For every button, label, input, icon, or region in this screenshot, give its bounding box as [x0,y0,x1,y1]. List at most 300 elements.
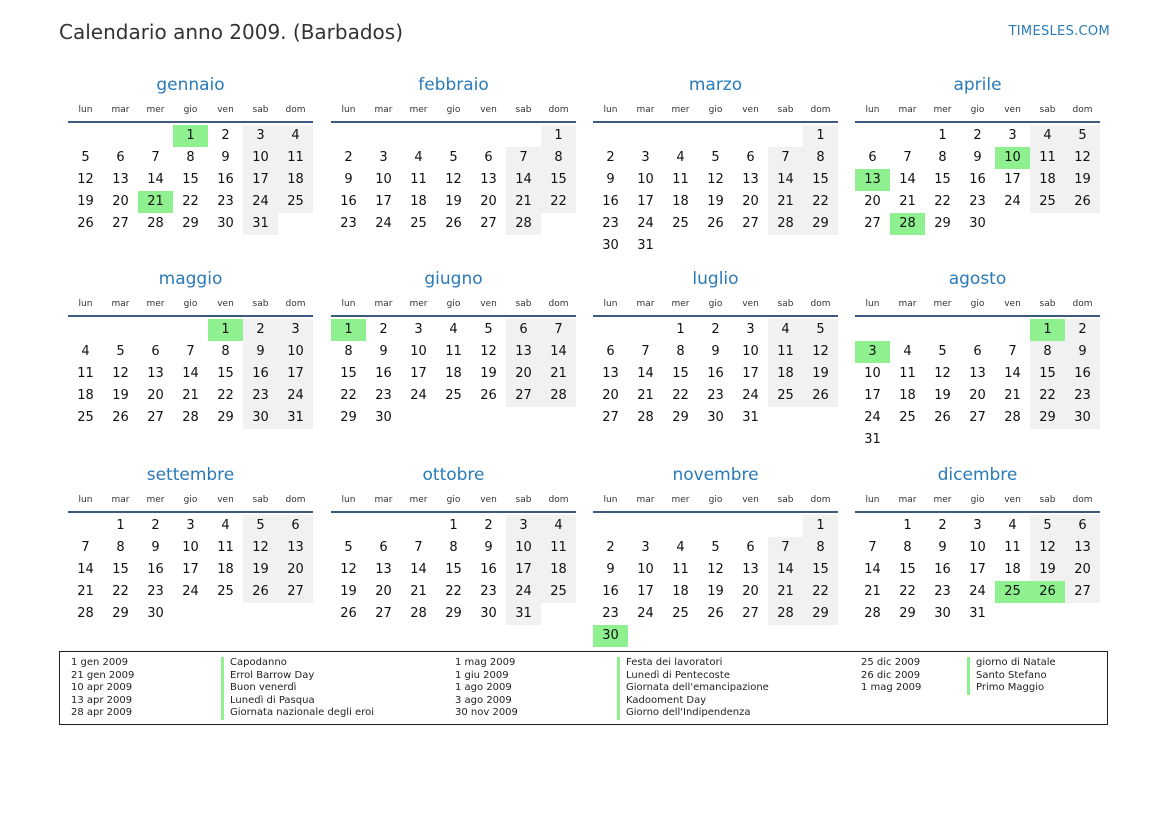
day-cell: 10 [375,172,392,187]
weekday-label: sab [515,105,532,115]
day-cell: 7 [768,147,803,169]
days-grid [331,515,576,625]
day-cell: 14 [410,562,427,577]
weekday-label: ven [742,105,759,115]
day-cell: 13 [506,341,541,363]
day-cell: 9 [484,540,493,555]
weekday-label: lun [603,299,618,309]
weekday-label: mar [636,299,655,309]
legend-holiday-name: Festa dei lavoratori [617,657,769,670]
legend-date: 10 apr 2009 [71,682,133,694]
day-cell: 8 [344,344,353,359]
day-cell: 3 [641,150,650,165]
weekday-header [855,100,1100,120]
day-cell: 20 [864,194,881,209]
day-cell: 15 [899,562,916,577]
holiday-day-cell: 21 [138,191,173,213]
day-cell: 30 [480,606,497,621]
day-cell: 5 [1065,125,1100,147]
weekday-label: mer [409,105,428,115]
day-cell: 21 [506,191,541,213]
day-cell: 17 [506,559,541,581]
weekday-label: ven [1004,105,1021,115]
day-cell: 10 [410,344,427,359]
day-cell: 19 [340,584,357,599]
empty-cell [733,515,768,537]
day-cell: 18 [77,388,94,403]
month-dicembre [855,464,1100,625]
legend-date: 1 mag 2009 [455,657,516,668]
day-cell: 5 [803,319,838,341]
day-cell: 29 [803,213,838,235]
day-cell: 13 [602,366,619,381]
day-cell: 31 [506,603,541,625]
day-cell: 27 [112,216,129,231]
day-cell: 4 [676,150,685,165]
day-cell: 1 [116,518,125,533]
day-cell: 8 [938,150,947,165]
day-cell: 22 [899,584,916,599]
weekday-header [855,294,1100,314]
day-cell: 30 [147,606,164,621]
day-cell: 25 [768,385,803,407]
day-cell: 14 [147,172,164,187]
day-cell: 2 [344,150,353,165]
day-cell: 8 [116,540,125,555]
day-cell: 27 [742,606,759,621]
weekday-label: ven [1004,299,1021,309]
legend-holiday-name: Lunedì di Pentecoste [617,670,769,683]
day-cell: 16 [217,172,234,187]
day-cell: 23 [707,388,724,403]
day-cell: 25 [672,606,689,621]
day-cell: 6 [506,319,541,341]
day-cell: 9 [606,172,615,187]
day-cell: 26 [934,410,951,425]
weekday-label: ven [217,299,234,309]
weekday-label: ven [742,495,759,505]
day-cell: 19 [112,388,129,403]
day-cell: 21 [864,584,881,599]
day-cell: 12 [803,341,838,363]
day-cell: 18 [899,388,916,403]
empty-cell [593,319,628,341]
day-cell: 9 [243,341,278,363]
holiday-day-cell: 1 [1030,319,1065,341]
day-cell: 20 [147,388,164,403]
month-name: luglio [692,269,739,289]
weekday-label: gio [708,299,723,309]
day-cell: 5 [1030,515,1065,537]
weekday-label: dom [1072,299,1093,309]
empty-cell [890,319,925,341]
weekday-label: sab [777,105,794,115]
month-gennaio [68,74,313,235]
weekday-label: sab [1039,495,1056,505]
weekday-label: mer [933,105,952,115]
day-cell: 19 [934,388,951,403]
day-cell: 14 [864,562,881,577]
day-cell: 6 [1065,515,1100,537]
day-cell: 25 [672,216,689,231]
day-cell: 24 [1004,194,1021,209]
day-cell: 14 [1004,366,1021,381]
day-cell: 15 [112,562,129,577]
legend-names-column [967,657,1056,695]
day-cell: 24 [637,606,654,621]
day-cell: 9 [606,562,615,577]
day-cell: 23 [969,194,986,209]
weekday-label: mer [146,105,165,115]
day-cell: 5 [116,344,125,359]
day-cell: 13 [969,366,986,381]
day-cell: 1 [676,322,685,337]
day-cell: 15 [340,366,357,381]
day-cell: 8 [676,344,685,359]
day-cell: 18 [410,194,427,209]
legend-dates-column [861,657,921,695]
day-cell: 2 [973,128,982,143]
day-cell: 2 [379,322,388,337]
day-cell: 3 [506,515,541,537]
legend-date: 1 mag 2009 [861,682,922,694]
day-cell: 18 [768,363,803,385]
day-cell: 21 [1004,388,1021,403]
day-cell: 19 [707,194,724,209]
day-cell: 10 [182,540,199,555]
day-cell: 4 [541,515,576,537]
days-grid [593,125,838,257]
day-cell: 30 [969,216,986,231]
legend-date: 1 gen 2009 [71,657,129,668]
day-cell: 11 [899,366,916,381]
day-cell: 9 [151,540,160,555]
weekday-label: sab [1039,105,1056,115]
empty-cell [331,515,366,537]
day-cell: 23 [602,606,619,621]
day-cell: 10 [278,341,313,363]
day-cell: 18 [672,194,689,209]
day-cell: 20 [602,388,619,403]
day-cell: 15 [803,169,838,191]
day-cell: 11 [445,344,462,359]
day-cell: 24 [182,584,199,599]
day-cell: 23 [602,216,619,231]
day-cell: 1 [541,125,576,147]
day-cell: 20 [375,584,392,599]
day-cell: 30 [243,407,278,429]
legend-holiday-name: Primo Maggio [967,682,1056,695]
day-cell: 19 [707,584,724,599]
day-cell: 22 [217,388,234,403]
day-cell: 9 [1065,341,1100,363]
day-cell: 3 [186,518,195,533]
empty-cell [103,319,138,341]
weekday-label: lun [865,105,880,115]
weekday-label: gio [708,495,723,505]
day-cell: 25 [278,191,313,213]
month-maggio [68,268,313,429]
day-cell: 13 [742,562,759,577]
day-cell: 13 [742,172,759,187]
day-cell: 25 [1030,191,1065,213]
holiday-day-cell: 26 [1030,581,1065,603]
day-cell: 11 [1004,540,1021,555]
header-rule [331,121,576,123]
day-cell: 31 [969,606,986,621]
day-cell: 27 [278,581,313,603]
day-cell: 27 [969,410,986,425]
weekday-label: lun [78,299,93,309]
day-cell: 11 [1030,147,1065,169]
day-cell: 26 [445,216,462,231]
day-cell: 14 [541,341,576,363]
day-cell: 3 [414,322,423,337]
weekday-label: mar [111,105,130,115]
weekday-label: gio [183,105,198,115]
day-cell: 31 [637,238,654,253]
day-cell: 4 [1030,125,1065,147]
weekday-label: mar [111,299,130,309]
weekday-label: gio [970,495,985,505]
day-cell: 3 [641,540,650,555]
header-rule [855,121,1100,123]
days-grid [68,125,313,235]
day-cell: 27 [742,216,759,231]
legend-holiday-name: Lunedì di Pasqua [221,695,374,708]
weekday-label: mer [146,495,165,505]
day-cell: 14 [77,562,94,577]
day-cell: 22 [112,584,129,599]
day-cell: 2 [151,518,160,533]
day-cell: 21 [410,584,427,599]
day-cell: 9 [711,344,720,359]
day-cell: 26 [707,606,724,621]
days-grid [855,125,1100,235]
day-cell: 25 [410,216,427,231]
weekday-label: mar [898,299,917,309]
day-cell: 22 [672,388,689,403]
empty-cell [366,125,401,147]
day-cell: 26 [1065,191,1100,213]
empty-cell [698,125,733,147]
day-cell: 7 [641,344,650,359]
legend-holiday-name: Capodanno [221,657,374,670]
day-cell: 23 [1065,385,1100,407]
weekday-label: gio [970,299,985,309]
day-cell: 16 [707,366,724,381]
day-cell: 8 [449,540,458,555]
empty-cell [471,125,506,147]
day-cell: 14 [899,172,916,187]
site-link[interactable]: TIMESLES.COM [1008,24,1110,39]
day-cell: 25 [77,410,94,425]
month-settembre [68,464,313,625]
day-cell: 9 [938,540,947,555]
day-cell: 31 [864,432,881,447]
day-cell: 23 [934,584,951,599]
day-cell: 19 [1030,559,1065,581]
day-cell: 17 [243,169,278,191]
day-cell: 11 [217,540,234,555]
day-cell: 3 [1008,128,1017,143]
weekday-label: sab [777,495,794,505]
header-rule [331,315,576,317]
day-cell: 12 [480,344,497,359]
day-cell: 21 [637,388,654,403]
empty-cell [628,515,663,537]
day-cell: 16 [602,194,619,209]
day-cell: 9 [344,172,353,187]
day-cell: 26 [480,388,497,403]
day-cell: 28 [410,606,427,621]
day-cell: 7 [414,540,423,555]
day-cell: 5 [449,150,458,165]
day-cell: 23 [480,584,497,599]
header-rule [855,315,1100,317]
day-cell: 16 [480,562,497,577]
day-cell: 5 [938,344,947,359]
empty-cell [68,125,103,147]
day-cell: 15 [182,172,199,187]
weekday-label: lun [865,299,880,309]
empty-cell [663,515,698,537]
day-cell: 21 [182,388,199,403]
weekday-label: sab [1039,299,1056,309]
day-cell: 10 [637,562,654,577]
day-cell: 19 [1065,169,1100,191]
day-cell: 1 [803,515,838,537]
month-name: agosto [948,269,1007,289]
day-cell: 13 [1065,537,1100,559]
day-cell: 6 [606,344,615,359]
day-cell: 12 [243,537,278,559]
day-cell: 6 [151,344,160,359]
empty-cell [173,319,208,341]
weekday-label: gio [970,105,985,115]
day-cell: 20 [742,584,759,599]
day-cell: 8 [803,537,838,559]
day-cell: 10 [864,366,881,381]
empty-cell [593,125,628,147]
empty-cell [68,319,103,341]
day-cell: 7 [81,540,90,555]
day-cell: 12 [1065,147,1100,169]
weekday-label: mar [898,105,917,115]
day-cell: 3 [243,125,278,147]
day-cell: 4 [903,344,912,359]
holiday-day-cell: 3 [855,341,890,363]
month-name: ottobre [422,465,485,485]
day-cell: 15 [803,559,838,581]
weekday-label: sab [252,299,269,309]
day-cell: 4 [676,540,685,555]
day-cell: 16 [1065,363,1100,385]
day-cell: 22 [182,194,199,209]
day-cell: 6 [973,344,982,359]
legend-dates-column [71,657,134,720]
day-cell: 1 [938,128,947,143]
weekday-label: sab [777,299,794,309]
day-cell: 29 [340,410,357,425]
day-cell: 23 [375,388,392,403]
weekday-header [593,100,838,120]
day-cell: 30 [375,410,392,425]
day-cell: 11 [672,562,689,577]
weekday-label: dom [810,105,831,115]
day-cell: 21 [899,194,916,209]
weekday-label: lun [603,105,618,115]
day-cell: 3 [379,150,388,165]
header-rule [331,511,576,513]
day-cell: 18 [1004,562,1021,577]
day-cell: 3 [973,518,982,533]
days-grid [593,515,838,647]
weekday-header [68,100,313,120]
day-cell: 4 [449,322,458,337]
empty-cell [925,319,960,341]
weekday-label: gio [183,299,198,309]
day-cell: 8 [903,540,912,555]
weekday-label: lun [341,105,356,115]
day-cell: 21 [768,191,803,213]
holiday-day-cell: 1 [173,125,208,147]
empty-cell [628,125,663,147]
day-cell: 7 [541,319,576,341]
month-marzo [593,74,838,257]
day-cell: 17 [969,562,986,577]
empty-cell [995,319,1030,341]
day-cell: 16 [969,172,986,187]
day-cell: 16 [602,584,619,599]
day-cell: 1 [449,518,458,533]
day-cell: 31 [742,410,759,425]
empty-cell [401,125,436,147]
day-cell: 26 [707,216,724,231]
day-cell: 22 [445,584,462,599]
days-grid [68,515,313,625]
day-cell: 14 [506,169,541,191]
empty-cell [733,125,768,147]
empty-cell [890,125,925,147]
weekday-label: dom [285,105,306,115]
day-cell: 29 [445,606,462,621]
day-cell: 28 [1004,410,1021,425]
day-cell: 2 [938,518,947,533]
day-cell: 28 [182,410,199,425]
weekday-label: gio [708,105,723,115]
legend-names-column [617,657,769,720]
day-cell: 24 [278,385,313,407]
empty-cell [103,125,138,147]
weekday-header [331,490,576,510]
weekday-label: mar [636,495,655,505]
legend-holiday-name: Giornata dell'emancipazione [617,682,769,695]
day-cell: 28 [506,213,541,235]
weekday-header [593,294,838,314]
weekday-label: sab [515,299,532,309]
day-cell: 21 [77,584,94,599]
day-cell: 14 [768,559,803,581]
day-cell: 28 [541,385,576,407]
month-name: dicembre [937,465,1018,485]
weekday-label: mer [409,299,428,309]
day-cell: 2 [1065,319,1100,341]
day-cell: 12 [934,366,951,381]
day-cell: 24 [506,581,541,603]
weekday-label: ven [480,299,497,309]
holiday-day-cell: 30 [593,625,628,647]
